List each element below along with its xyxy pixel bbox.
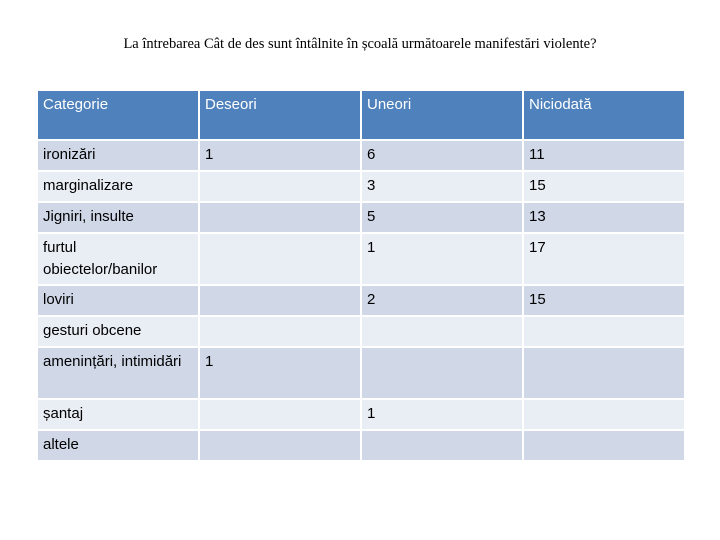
cell-uneori: 6	[362, 141, 522, 170]
table-row	[38, 234, 684, 284]
survey-table	[36, 89, 686, 462]
cell-niciodata	[524, 431, 684, 460]
cell-deseori: 1	[200, 141, 360, 170]
cell-niciodata	[524, 400, 684, 429]
table-row	[38, 400, 684, 429]
cell-uneori: 1	[362, 234, 522, 284]
table-row	[38, 172, 684, 201]
cell-category: amenințări, intimidări	[38, 348, 198, 398]
cell-deseori	[200, 400, 360, 429]
cell-deseori	[200, 203, 360, 232]
header-categorie: Categorie	[38, 91, 198, 139]
table-row	[38, 348, 684, 398]
cell-deseori	[200, 172, 360, 201]
cell-niciodata: 13	[524, 203, 684, 232]
header-uneori: Uneori	[362, 91, 522, 139]
cell-niciodata: 15	[524, 172, 684, 201]
cell-uneori: 2	[362, 286, 522, 315]
page-title: La întrebarea Cât de des sunt întâlnite în școală următoarele manifestări violente?	[123, 36, 597, 52]
cell-uneori	[362, 431, 522, 460]
table-header-row	[38, 91, 684, 139]
cell-category: Jigniri, insulte	[38, 203, 198, 232]
table-row	[38, 286, 684, 315]
cell-niciodata: 15	[524, 286, 684, 315]
cell-deseori: 1	[200, 348, 360, 398]
cell-uneori	[362, 348, 522, 398]
cell-category: marginalizare	[38, 172, 198, 201]
header-deseori: Deseori	[200, 91, 360, 139]
cell-category: loviri	[38, 286, 198, 315]
cell-niciodata	[524, 348, 684, 398]
cell-niciodata	[524, 317, 684, 346]
cell-category: gesturi obcene	[38, 317, 198, 346]
header-niciodata: Niciodată	[524, 91, 684, 139]
table-row	[38, 203, 684, 232]
cell-deseori	[200, 286, 360, 315]
cell-category: șantaj	[38, 400, 198, 429]
cell-niciodata: 11	[524, 141, 684, 170]
table-row	[38, 431, 684, 460]
cell-category: furtul obiectelor/banilor	[38, 234, 198, 284]
cell-category: altele	[38, 431, 198, 460]
table-row	[38, 317, 684, 346]
cell-deseori	[200, 234, 360, 284]
cell-uneori: 1	[362, 400, 522, 429]
cell-uneori: 3	[362, 172, 522, 201]
cell-uneori: 5	[362, 203, 522, 232]
cell-category: ironizări	[38, 141, 198, 170]
cell-uneori	[362, 317, 522, 346]
cell-niciodata: 17	[524, 234, 684, 284]
cell-deseori	[200, 317, 360, 346]
cell-deseori	[200, 431, 360, 460]
table-row	[38, 141, 684, 170]
